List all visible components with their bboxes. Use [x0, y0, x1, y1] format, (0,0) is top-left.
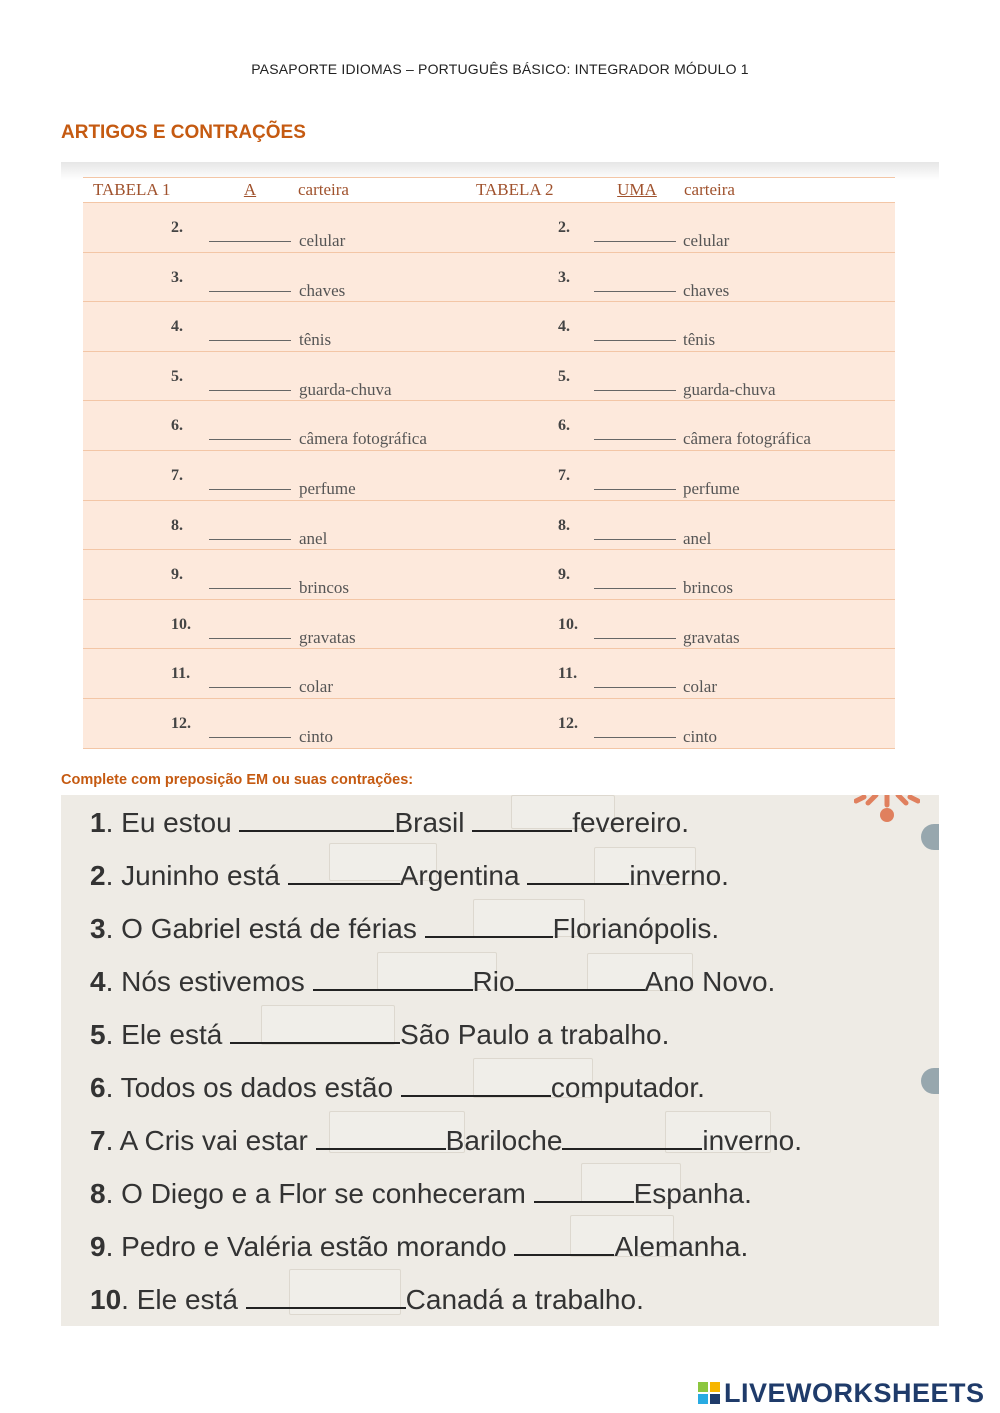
table2-title: TABELA 2 — [476, 180, 554, 199]
exercise-sentence — [90, 1178, 752, 1210]
table2-item-number: 5. — [558, 367, 570, 385]
sentence-text: Brasil — [394, 807, 473, 838]
table2-item-number: 6. — [558, 417, 570, 435]
decor-dot-icon — [921, 1068, 939, 1094]
liveworksheets-logo — [698, 1378, 985, 1408]
table2-answer-blank[interactable] — [594, 291, 676, 292]
table-row — [83, 501, 895, 551]
sentence-text: Argentina — [399, 860, 528, 891]
sentence-blank[interactable] — [313, 988, 473, 991]
table1-item-number: 6. — [171, 417, 183, 435]
sentence-text: . Ele está — [121, 1284, 246, 1315]
sentence-blank[interactable] — [230, 1041, 400, 1044]
sun-decoration-icon — [854, 795, 920, 825]
table1-item-number: 5. — [171, 367, 183, 385]
table-row — [83, 352, 895, 402]
exercise-sentence — [90, 1072, 705, 1104]
table1-answer-blank[interactable] — [209, 737, 291, 738]
sentence-text: . O Gabriel está de férias — [105, 913, 425, 944]
table2-item-number: 7. — [558, 466, 570, 484]
sentence-number: 6 — [90, 1072, 106, 1103]
table-row — [83, 699, 895, 749]
table1-item-word: perfume — [299, 478, 356, 498]
table2-answer-blank[interactable] — [594, 390, 676, 391]
table2-answer-blank[interactable] — [594, 439, 676, 440]
table2-answer-blank[interactable] — [594, 340, 676, 341]
table-header-row — [83, 177, 895, 203]
table2-item-word: colar — [683, 677, 717, 697]
table2-item-word: cinto — [683, 726, 717, 746]
table1-item-word: chaves — [299, 280, 346, 300]
table2-item-word: chaves — [683, 280, 730, 300]
table1-item-number: 8. — [171, 516, 183, 534]
sentence-text: Bariloche — [445, 1125, 563, 1156]
table1-item-word: cinto — [299, 726, 333, 746]
table2-item-number: 2. — [558, 219, 570, 236]
table1-example-word: carteira — [298, 180, 349, 199]
table1-item-word: celular — [299, 231, 346, 250]
table1-item-word: anel — [299, 528, 328, 548]
table1-answer-blank[interactable] — [209, 687, 291, 688]
table2-item-word: tênis — [683, 330, 716, 350]
sentence-text: . Todos os dados estão — [105, 1072, 401, 1103]
table2-answer-blank[interactable] — [594, 687, 676, 688]
table-row — [83, 550, 895, 600]
sentence-blank[interactable] — [401, 1094, 551, 1097]
table1-answer-blank[interactable] — [209, 539, 291, 540]
sentence-number: 3 — [90, 913, 106, 944]
sentence-number: 1 — [90, 807, 106, 838]
sentence-blank[interactable] — [534, 1200, 634, 1203]
table1-item-word: colar — [299, 677, 333, 697]
table-row — [83, 203, 895, 253]
table2-example-answer: UMA — [617, 180, 657, 199]
sentence-number: 5 — [90, 1019, 106, 1050]
sentence-text: Espanha. — [633, 1178, 752, 1209]
table1-answer-blank[interactable] — [209, 588, 291, 589]
table2-item-word: câmera fotográfica — [683, 429, 811, 449]
sentence-text: . A Cris vai estar — [105, 1125, 316, 1156]
sentence-text: . Eu estou — [105, 807, 240, 838]
sentence-blank[interactable] — [514, 1253, 614, 1256]
table-row — [83, 401, 895, 451]
table2-answer-blank[interactable] — [594, 737, 676, 738]
exercise-sentence — [90, 860, 729, 892]
table2-item-word: anel — [683, 528, 712, 548]
table1-answer-blank[interactable] — [209, 241, 291, 242]
sentence-text: computador. — [550, 1072, 705, 1103]
sentence-text: São Paulo a trabalho. — [400, 1019, 670, 1050]
sentence-text: inverno. — [629, 860, 729, 891]
sentence-text: . Juninho está — [105, 860, 288, 891]
table1-answer-blank[interactable] — [209, 340, 291, 341]
table1-item-number: 2. — [171, 219, 183, 236]
sentence-text: . Pedro e Valéria estão morando — [105, 1231, 515, 1262]
table1-example-answer: A — [243, 180, 257, 199]
table2-answer-blank[interactable] — [594, 241, 676, 242]
exercise-sentence — [90, 1019, 669, 1051]
sentence-blank[interactable] — [472, 829, 572, 832]
table1-answer-blank[interactable] — [209, 439, 291, 440]
table1-answer-blank[interactable] — [209, 291, 291, 292]
table-row — [83, 649, 895, 699]
table1-item-number: 9. — [171, 566, 183, 584]
articles-table — [83, 177, 895, 749]
table2-item-number: 9. — [558, 566, 570, 584]
sentence-blank[interactable] — [562, 1147, 702, 1150]
sentence-text: inverno. — [702, 1125, 803, 1156]
table1-item-word: tênis — [299, 330, 332, 350]
sentence-blank[interactable] — [425, 935, 553, 938]
table2-item-word: brincos — [683, 578, 734, 598]
sentence-number: 2 — [90, 860, 106, 891]
table1-item-number: 7. — [171, 466, 183, 484]
exercise-sentence — [90, 1125, 802, 1157]
table2-item-number: 11. — [558, 665, 578, 683]
table2-item-number: 8. — [558, 516, 570, 534]
sentence-blank[interactable] — [316, 1147, 446, 1150]
exercise-sentence — [90, 913, 719, 945]
table2-item-number: 4. — [558, 318, 570, 336]
table-row — [83, 253, 895, 303]
table1-item-word: guarda-chuva — [299, 379, 392, 399]
exercise-sentence — [90, 966, 775, 998]
logo-mark-icon — [698, 1382, 720, 1404]
sentence-text: Alemanha. — [614, 1231, 749, 1262]
sentence-number: 7 — [90, 1125, 106, 1156]
table2-item-number: 3. — [558, 268, 570, 286]
table1-title: TABELA 1 — [93, 180, 171, 199]
sentence-text: . Ele está — [105, 1019, 231, 1050]
sentence-text: fevereiro. — [572, 807, 689, 838]
sentence-number: 4 — [90, 966, 106, 997]
table2-answer-blank[interactable] — [594, 539, 676, 540]
exercise-sentence — [90, 807, 689, 839]
table2-answer-blank[interactable] — [594, 588, 676, 589]
sentence-blank[interactable] — [239, 829, 394, 832]
sentence-text: Ano Novo. — [644, 966, 776, 997]
section-title: ARTIGOS E CONTRAÇÕES — [61, 122, 306, 143]
table1-item-number: 4. — [171, 318, 183, 336]
sentence-text: . Nós estivemos — [105, 966, 313, 997]
table-row — [83, 302, 895, 352]
table2-item-word: celular — [683, 231, 730, 250]
table2-answer-blank[interactable] — [594, 638, 676, 639]
table2-item-number: 10. — [558, 615, 578, 633]
sentence-number: 9 — [90, 1231, 106, 1262]
table1-item-number: 10. — [171, 615, 191, 633]
table2-item-word: gravatas — [683, 627, 740, 647]
sentence-text: Rio — [472, 966, 515, 997]
articles-table-area — [61, 162, 939, 746]
table1-item-word: câmera fotográfica — [299, 429, 427, 449]
table1-answer-blank[interactable] — [209, 638, 291, 639]
exercise-title: Complete com preposição EM ou suas contrações: — [61, 772, 414, 788]
table1-item-number: 12. — [171, 714, 191, 732]
page-header: PASAPORTE IDIOMAS – PORTUGUÊS BÁSICO: INTEGRADOR MÓDULO 1 — [251, 61, 749, 77]
sentence-text: Florianópolis. — [552, 913, 720, 944]
exercise-sentence — [90, 1231, 748, 1263]
table2-item-word: perfume — [683, 478, 740, 498]
sentence-text: Canadá a trabalho. — [405, 1284, 644, 1315]
table1-answer-blank[interactable] — [209, 390, 291, 391]
table2-answer-blank[interactable] — [594, 489, 676, 490]
decor-dot-icon — [921, 824, 939, 850]
table2-item-word: guarda-chuva — [683, 379, 776, 399]
logo-text: LIVEWORKSHEETS — [724, 1377, 985, 1408]
exercise-sentence — [90, 1284, 644, 1316]
table1-item-number: 11. — [171, 665, 191, 683]
sentence-blank[interactable] — [246, 1306, 406, 1309]
exercise-panel — [61, 795, 939, 1326]
sentence-number: 10 — [90, 1284, 122, 1315]
table2-item-number: 12. — [558, 714, 578, 732]
table-row — [83, 451, 895, 501]
table2-example-word: carteira — [684, 180, 735, 199]
table1-item-word: brincos — [299, 578, 350, 598]
table1-item-number: 3. — [171, 268, 183, 286]
sentence-blank[interactable] — [527, 882, 629, 885]
table1-answer-blank[interactable] — [209, 489, 291, 490]
sentence-text: . O Diego e a Flor se conheceram — [105, 1178, 534, 1209]
table1-item-word: gravatas — [299, 627, 356, 647]
sentence-blank[interactable] — [515, 988, 645, 991]
sentence-blank[interactable] — [288, 882, 400, 885]
table-row — [83, 600, 895, 650]
sentence-number: 8 — [90, 1178, 106, 1209]
